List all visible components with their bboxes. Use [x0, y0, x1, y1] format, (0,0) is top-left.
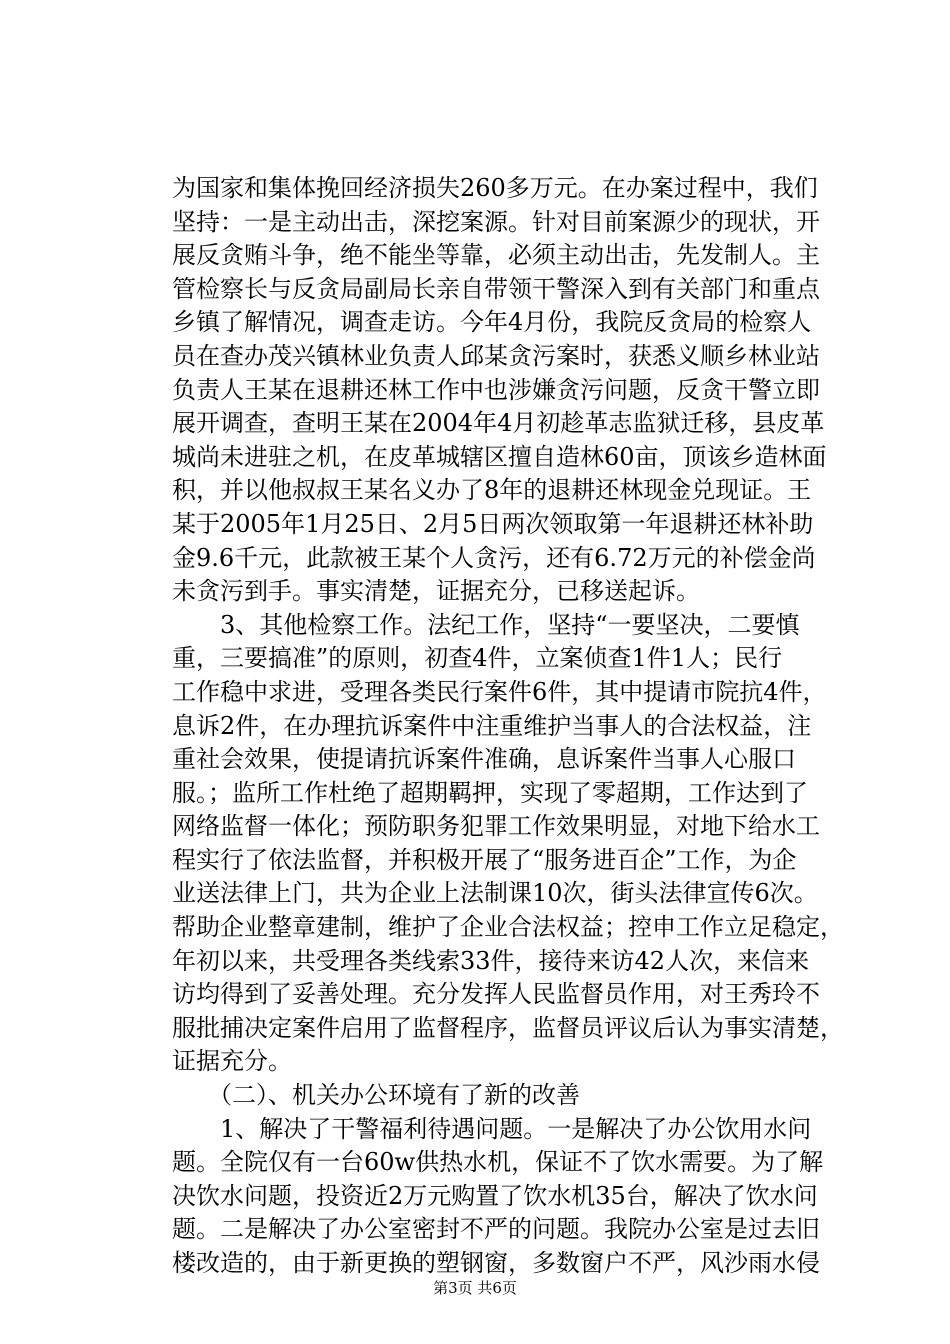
section-heading: （二）、机关办公环境有了新的改善 — [172, 1081, 580, 1110]
text-line: 未贪污到手。事实清楚，证据充分，已移送起诉。 — [172, 577, 700, 606]
text-line: 积，并以他叔叔王某名义办了8年的退耕还林现金兑现证。王 — [172, 476, 812, 505]
text-line: 息诉2件，在办理抗诉案件中注重维护当事人的合法权益，注 — [172, 711, 812, 740]
text-line: 帮助企业整章建制，维护了企业合法权益；控申工作立足稳定， — [172, 913, 844, 942]
text-line: 证据充分。 — [172, 1047, 292, 1076]
text-line: 重，三要搞准”的原则，初查4件，立案侦查1件1人；民行 — [172, 644, 783, 673]
text-line: 题。二是解决了办公室密封不严的问题。我院办公室是过去旧 — [172, 1215, 820, 1244]
text-line: 展反贪贿斗争，绝不能坐等靠，必须主动出击，先发制人。主 — [172, 241, 820, 270]
text-line: 管检察长与反贪局副局长亲自带领干警深入到有关部门和重点 — [172, 274, 820, 303]
text-line: 题。全院仅有一台60w供热水机，保证不了饮水需要。为了解 — [172, 1148, 824, 1177]
text-line: 年初以来，共受理各类线索33件，接待来访42人次，来信来 — [172, 946, 810, 975]
text-line: 服。；监所工作杜绝了超期羁押，实现了零超期，工作达到了 — [172, 778, 808, 807]
text-line: 3、其他检察工作。法纪工作，坚持“一要坚决，二要慎 — [172, 610, 800, 639]
text-line: 展开调查，查明王某在2004年4月初趁革志监狱迁移，县皮革 — [172, 409, 825, 438]
text-line: 决饮水问题，投资近2万元购置了饮水机35台，解决了饮水问 — [172, 1181, 818, 1210]
text-line: 员在查办茂兴镇林业负责人邱某贪污案时，获悉义顺乡林业站 — [172, 341, 820, 370]
text-line: 程实行了依法监督，并积极开展了“服务进百企”工作，为企 — [172, 845, 797, 874]
text-line: 城尚未进驻之机，在皮革城辖区擅自造林60亩，顶该乡造林面 — [172, 442, 827, 471]
document-body — [172, 172, 844, 1281]
text-line: 服批捕决定案件启用了监督程序，监督员评议后认为事实清楚， — [172, 1013, 844, 1042]
text-line: 负责人王某在退耕还林工作中也涉嫌贪污问题，反贪干警立即 — [172, 375, 820, 404]
text-line: 楼改造的，由于新更换的塑钢窗，多数窗户不严，风沙雨水侵 — [172, 1249, 820, 1277]
text-line: 金9.6千元，此款被王某个人贪污，还有6.72万元的补偿金尚 — [172, 543, 816, 572]
text-line: 坚持：一是主动出击，深挖案源。针对目前案源少的现状，开 — [172, 207, 820, 236]
text-line: 网络监督一体化；预防职务犯罪工作效果明显，对地下给水工 — [172, 812, 820, 841]
text-line: 1、解决了干警福利待遇问题。一是解决了办公饮用水问 — [172, 1114, 812, 1143]
text-line: 工作稳中求进，受理各类民行案件6件，其中提请市院抗4件， — [172, 677, 827, 706]
text-line: 访均得到了妥善处理。充分发挥人民监督员作用，对王秀玲不 — [172, 980, 820, 1009]
text-line: 重社会效果，使提请抗诉案件准确，息诉案件当事人心服口 — [172, 745, 796, 774]
text-line: 业送法律上门，共为企业上法制课10次，街头法律宣传6次。 — [172, 879, 818, 908]
text-line: 为国家和集体挽回经济损失260多万元。在办案过程中，我们 — [172, 174, 818, 202]
text-line: 某于2005年1月25日、2月5日两次领取第一年退耕还林补助 — [172, 509, 814, 538]
text-line: 乡镇了解情况，调查走访。今年4月份，我院反贪局的检察人 — [172, 308, 812, 337]
page-number-footer: 第3页 共6页 — [433, 1279, 517, 1297]
